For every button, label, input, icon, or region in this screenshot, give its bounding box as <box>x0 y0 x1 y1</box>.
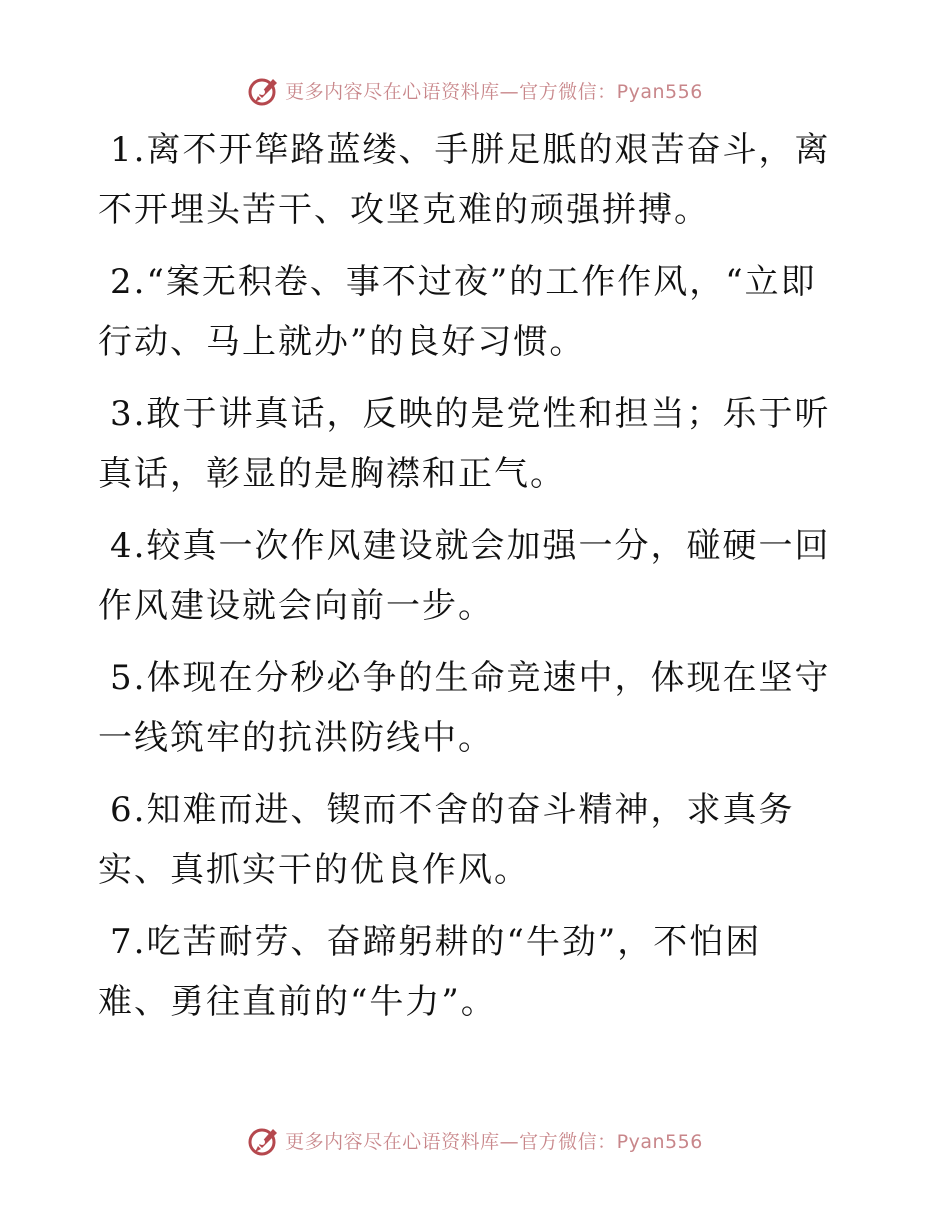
header-banner-text: 更多内容尽在心语资料库—官方微信：Pyan556 <box>285 80 703 103</box>
pen-nib-logo-icon <box>247 73 281 107</box>
list-item-3: 3.敢于讲真话，反映的是党性和担当；乐于听真话，彰显的是胸襟和正气。 <box>98 394 831 494</box>
list-item-1: 1.离不开筚路蓝缕、手胼足胝的艰苦奋斗，离不开埋头苦干、攻坚克难的顽强拼搏。 <box>98 130 831 230</box>
pen-nib-logo-icon <box>247 1123 281 1157</box>
list-item-7: 7.吃苦耐劳、奋蹄躬耕的“牛劲”，不怕困难、勇往直前的“牛力”。 <box>98 922 762 1022</box>
footer-banner <box>0 1120 950 1160</box>
list-item-4: 4.较真一次作风建设就会加强一分，碰硬一回作风建设就会向前一步。 <box>98 526 831 626</box>
document-body <box>98 120 833 1044</box>
footer-banner-text: 更多内容尽在心语资料库—官方微信：Pyan556 <box>285 1130 703 1153</box>
header-banner <box>0 70 950 110</box>
list-item-6: 6.知难而进、锲而不舍的奋斗精神，求真务实、真抓实干的优良作风。 <box>98 790 795 890</box>
list-item-2: 2.“案无积卷、事不过夜”的工作作风，“立即行动、马上就办”的良好习惯。 <box>98 262 817 362</box>
list-item-5: 5.体现在分秒必争的生命竞速中，体现在坚守一线筑牢的抗洪防线中。 <box>98 658 831 758</box>
